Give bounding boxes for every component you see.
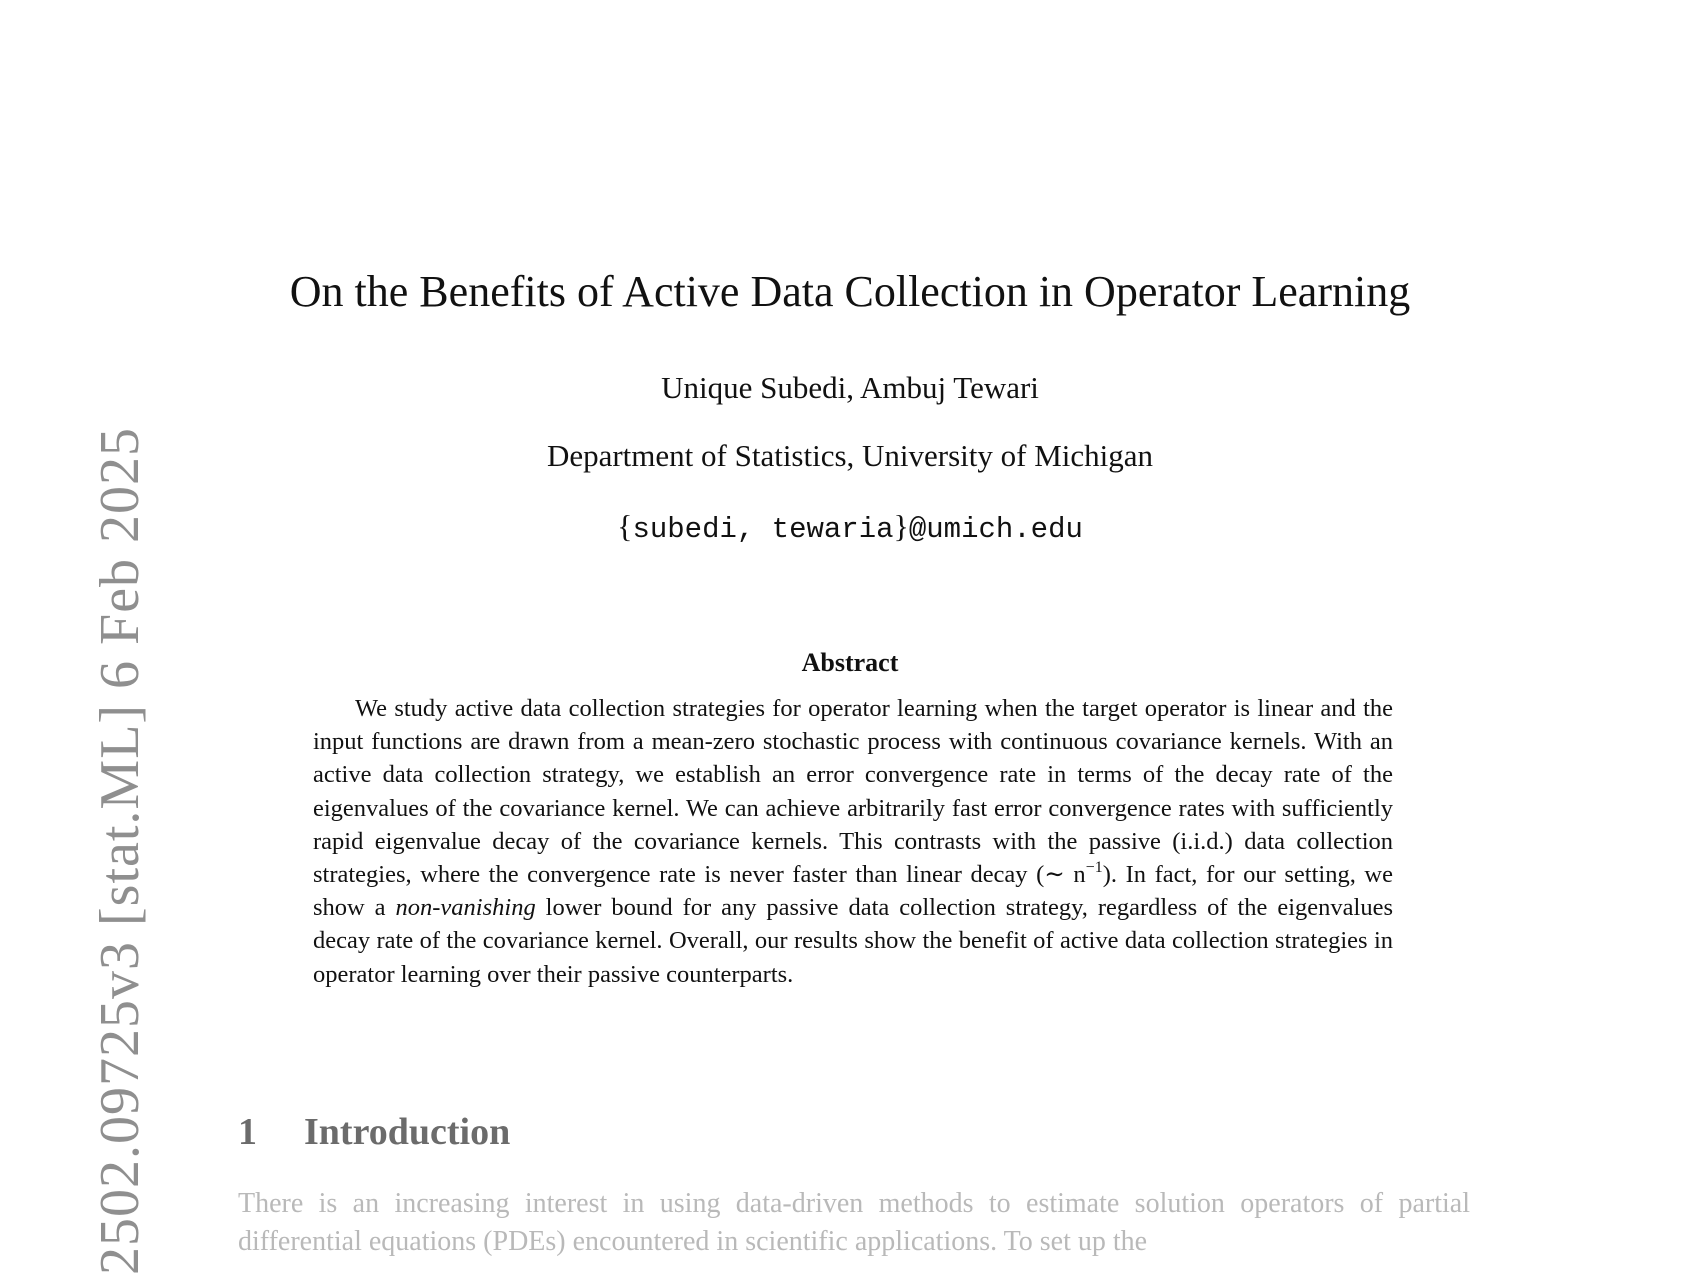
abstract-text-part1: We study active data collection strategies for operator learning when the target operator is linear and the input functions are drawn from a mean-zero stochastic process with continuous covariance kernels. With an active data collection strategy, we establish an error convergence rate in terms of the decay rate of the eigenvalues of the covariance kernel. We can achieve arbitrarily fast error convergence rates with sufficiently rapid eigenvalue decay of the covariance kernels. This contrasts with the passive (i.i.d.) data collection strategies, where the convergence rate is never faster than linear decay (∼ n — [313, 695, 1393, 889]
arxiv-identifier-stamp: 2502.09725v3 [stat.ML] 6 Feb 2025 — [89, 426, 151, 1275]
author-emails — [0, 508, 1700, 546]
section-title: Introduction — [304, 1111, 511, 1153]
paper-title: On the Benefits of Active Data Collection in Operator Learning — [289, 267, 1411, 316]
introduction-body — [238, 1185, 1470, 1261]
abstract-heading: Abstract — [801, 648, 899, 677]
abstract-text-part2: ). In fact, for our setting, we show a — [313, 861, 1393, 922]
email-domain: @umich.edu — [908, 513, 1083, 546]
abstract-exponent: −1 — [1085, 859, 1103, 877]
section-heading-introduction — [238, 1110, 510, 1154]
email-brace-close: } — [893, 508, 909, 544]
email-brace-open: { — [617, 508, 633, 544]
email-users: subedi, tewaria — [632, 513, 894, 546]
abstract-body — [313, 692, 1393, 991]
introduction-paragraph: There is an increasing interest in using data-driven methods to estimate solution operators of partial differential equations (PDEs) encountered in scientific applications. To set up the — [238, 1188, 1470, 1257]
section-number: 1 — [238, 1111, 257, 1153]
paper-affiliation: Department of Statistics, University of Michigan — [546, 438, 1154, 473]
paper-authors: Unique Subedi, Ambuj Tewari — [661, 370, 1039, 405]
abstract-paragraph — [313, 692, 1393, 991]
abstract-text-part3: lower bound for any passive data collection strategy, regardless of the eigenvalues decay rate of the covariance kernel. Overall, our results show the benefit of active data collection strategies in operator learning over their passive counterparts. — [313, 894, 1393, 988]
abstract-emphasis: non-vanishing — [395, 894, 536, 922]
